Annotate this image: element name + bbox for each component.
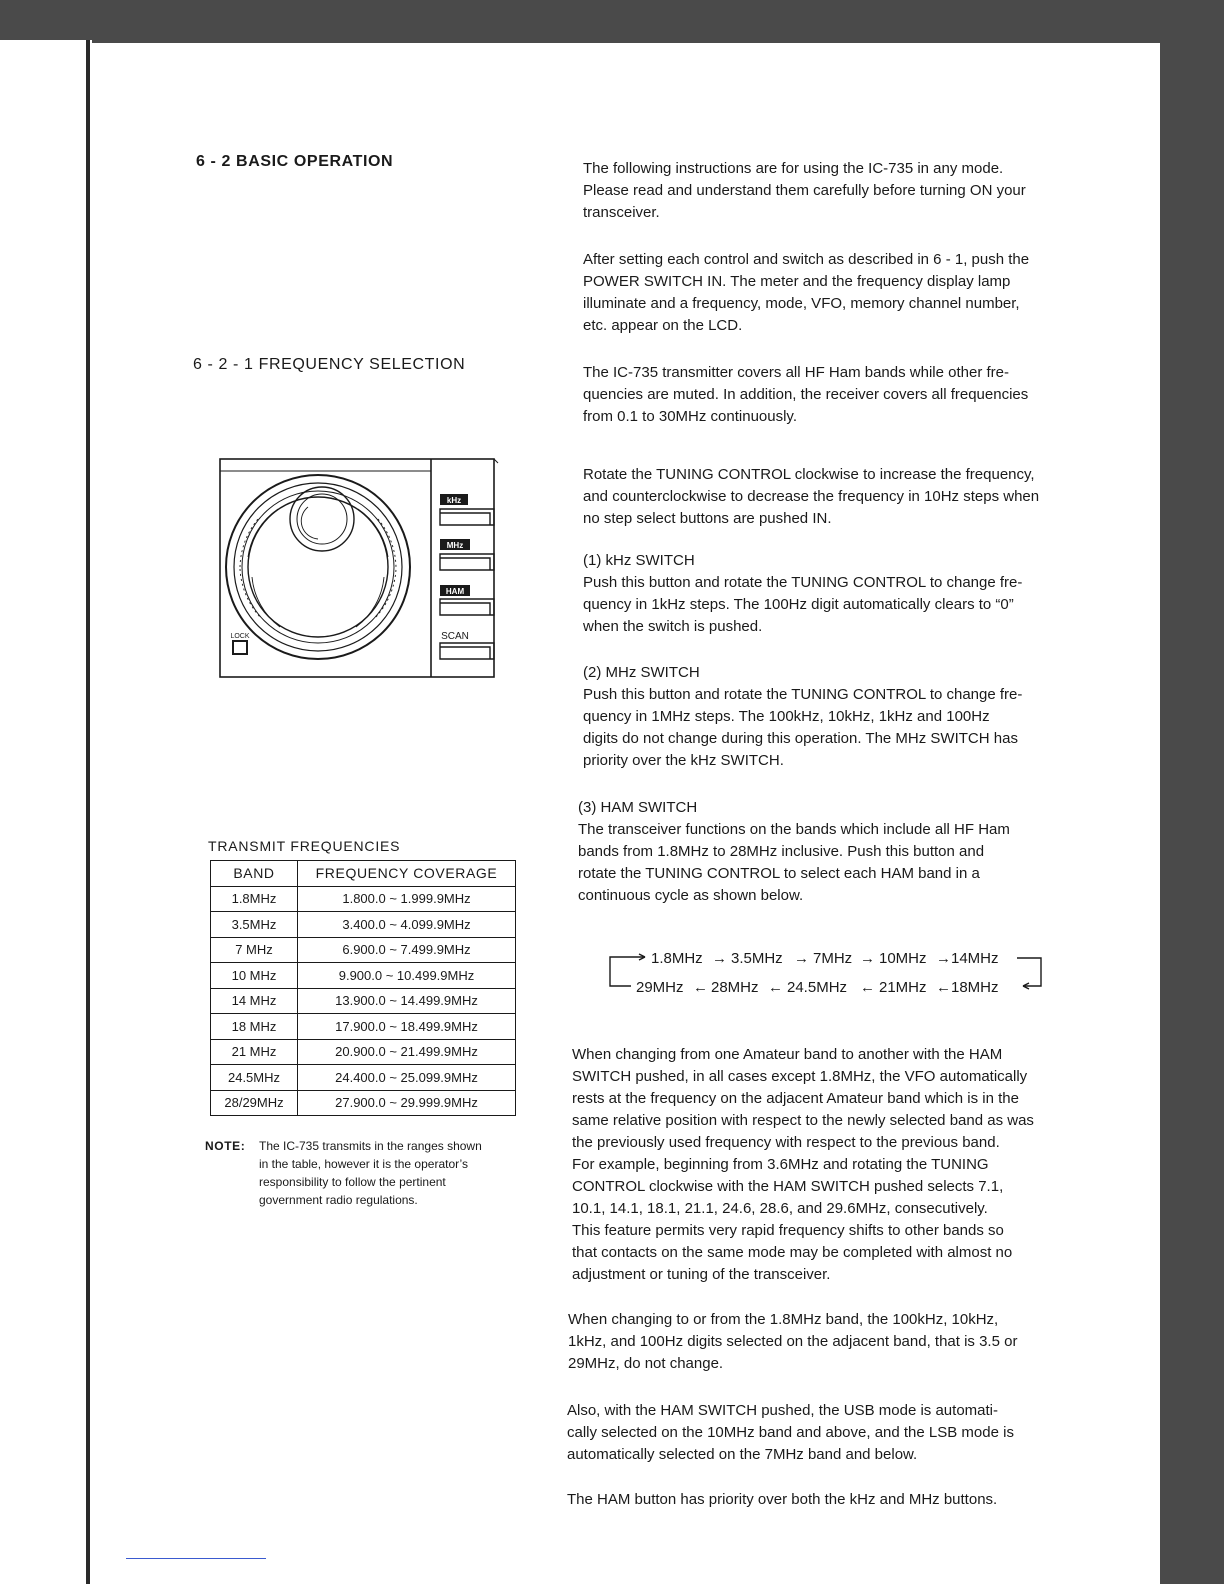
table-row: 18 MHz 17.900.0 ~ 18.499.9MHz [211,1014,516,1040]
cycle-band-10: 10MHz [879,950,927,967]
low-band-paragraph: When changing to or from the 1.8MHz band, the 100kHz, 10kHz, 1kHz, and 100Hz digits selected on the adjacent band, that is 3.5 or 29MHz, do not change. [568,1311,1018,1372]
ham-switch-title: (3) HAM SWITCH [578,799,698,816]
cycle-arrow: ← [860,979,875,996]
table-title: TRANSMIT FREQUENCIES [208,838,401,854]
note-label: NOTE: [205,1139,246,1153]
scan-label: SCAN [441,631,469,642]
khz-button [440,509,494,525]
lock-button [233,641,247,654]
cycle-arrow: ← [693,979,708,996]
cycle-band-21: 21MHz [879,979,927,996]
cycle-band-1-8: 1.8MHz [651,950,703,967]
band-change-paragraph: When changing from one Amateur band to another with the HAM SWITCH pushed, in all cases except 1.8MHz, the VFO automatically rests at the frequency on the adjacent Amateur band which is in the same relative position with respect to the newly selected band as was the previously used frequency with respect to the previous band. For example, beginning from 3.6MHz and rotating the TUNING CONTROL clockwise with the HAM SWITCH pushed selects 7.1, 10.1, 14.1, 18.1, 21.1, 24.6, 28.6, and 29.6MHz, consecutively. This feature permits very rapid frequency shifts to other bands so that contacts on the same mode may be completed with almost no adjustment or tuning of the transceiver. [572,1046,1034,1283]
table-row: 10 MHz 9.900.0 ~ 10.499.9MHz [211,963,516,989]
mhz-button-group [440,539,494,570]
scan-button [440,643,494,659]
table-row: 21 MHz 20.900.0 ~ 21.499.9MHz [211,1039,516,1065]
priority-paragraph: The HAM button has priority over both the kHz and MHz buttons. [567,1491,998,1508]
cycle-arrow: → [794,950,809,967]
table-row: 24.5MHz 24.400.0 ~ 25.099.9MHz [211,1065,516,1091]
mhz-switch-section: (2) MHz SWITCH Push this button and rotate the TUNING CONTROL to change fre- quency in 1MHz steps. The 100kHz, 10kHz, 1kHz and 100Hz digits do not change during this operation. The MHz SWITCH has priority over the kHz SWITCH. [583,662,1098,772]
ham-button-group [440,585,494,615]
panel-frame [220,459,494,677]
page-top-edge [90,40,1160,58]
mode-paragraph: Also, with the HAM SWITCH pushed, the USB mode is automati- cally selected on the 10MHz band and above, and the LSB mode is automatically selected on the 7MHz band and below. [567,1402,1014,1463]
section-heading: 6 - 2 BASIC OPERATION [196,153,394,170]
cycle-band-28: 28MHz [711,979,759,996]
coverage-paragraph: The IC-735 transmitter covers all HF Ham bands while other fre- quencies are muted. In addition, the receiver covers all frequencies from 0.1 to 30MHz continuously. [583,364,1029,425]
cycle-band-24-5: 24.5MHz [787,979,848,996]
cycle-band-14: 14MHz [951,950,999,967]
page-left-edge [0,40,92,1584]
cycle-arrow: ← [936,979,951,996]
subsection-heading: 6 - 2 - 1 FREQUENCY SELECTION [193,356,466,373]
front-panel-illustration [218,457,500,681]
khz-button-group [440,494,494,525]
scan-border-right [1160,0,1224,1584]
table-row: 3.5MHz 3.400.0 ~ 4.099.9MHz [211,912,516,938]
tuning-paragraph: Rotate the TUNING CONTROL clockwise to increase the frequency, and counterclockwise to decrease the frequency in 10Hz steps when no step select buttons are pushed IN. [583,466,1040,527]
mhz-button [440,554,494,570]
table-row: 7 MHz 6.900.0 ~ 7.499.9MHz [211,937,516,963]
bottom-rule [126,1558,266,1559]
cycle-right-line [1017,958,1041,986]
note-text: The IC-735 transmits in the ranges shown in the table, however it is the operator’s responsibility to follow the pertinent government radio regulations. [259,1139,482,1207]
power-paragraph: After setting each control and switch as described in 6 - 1, push the POWER SWITCH IN. The meter and the frequency display lamp illuminate and a frequency, mode, VFO, memory channel number, etc. appear on the LCD. [583,251,1030,334]
cycle-band-18: 18MHz [951,979,999,996]
khz-switch-title: (1) kHz SWITCH [583,552,695,569]
intro-paragraph: The following instructions are for using the IC-735 in any mode. Please read and understand them carefully before turning ON your transceiver. [583,160,1026,221]
cycle-band-7: 7MHz [813,950,853,967]
cycle-arrow: → [860,950,875,967]
header-coverage: FREQUENCY COVERAGE [298,861,516,887]
ham-band-cycle-diagram [605,946,1050,1006]
cycle-band-3-5: 3.5MHz [731,950,783,967]
transmit-frequencies-table [206,838,518,1116]
cycle-arrow: → [712,950,727,967]
header-band: BAND [211,861,298,887]
regulation-note [205,1137,540,1209]
ham-button [440,599,494,615]
cycle-arrow: → [936,950,951,967]
scan-button-group [440,631,494,659]
table-row: 28/29MHz 27.900.0 ~ 29.999.9MHz [211,1090,516,1116]
khz-label: kHz [446,496,462,505]
frequency-table [210,860,516,1116]
table-row: 1.8MHz 1.800.0 ~ 1.999.9MHz [211,886,516,912]
lock-label: LOCK [230,633,250,640]
lock-button-group [230,633,249,654]
mhz-switch-title: (2) MHz SWITCH [583,664,700,681]
cycle-arrow: ← [768,979,783,996]
table-header-row [211,861,516,887]
tuning-control-knob [226,475,410,659]
mhz-label: MHz [446,541,464,550]
cycle-band-29: 29MHz [636,979,684,996]
table-row: 14 MHz 13.900.0 ~ 14.499.9MHz [211,988,516,1014]
ham-switch-section: (3) HAM SWITCH The transceiver functions on the bands which include all HF Ham bands from 1.8MHz to 28MHz inclusive. Push this button and rotate the TUNING CONTROL to select each HAM band in a continuous cycle as shown below. [578,797,1092,907]
khz-switch-section: (1) kHz SWITCH Push this button and rotate the TUNING CONTROL to change fre- quency in 1kHz steps. The 100Hz digit automatically clears to “0” when the switch is pushed. [583,550,1098,638]
scan-border-top [0,0,1160,40]
ham-label: HAM [445,587,465,596]
